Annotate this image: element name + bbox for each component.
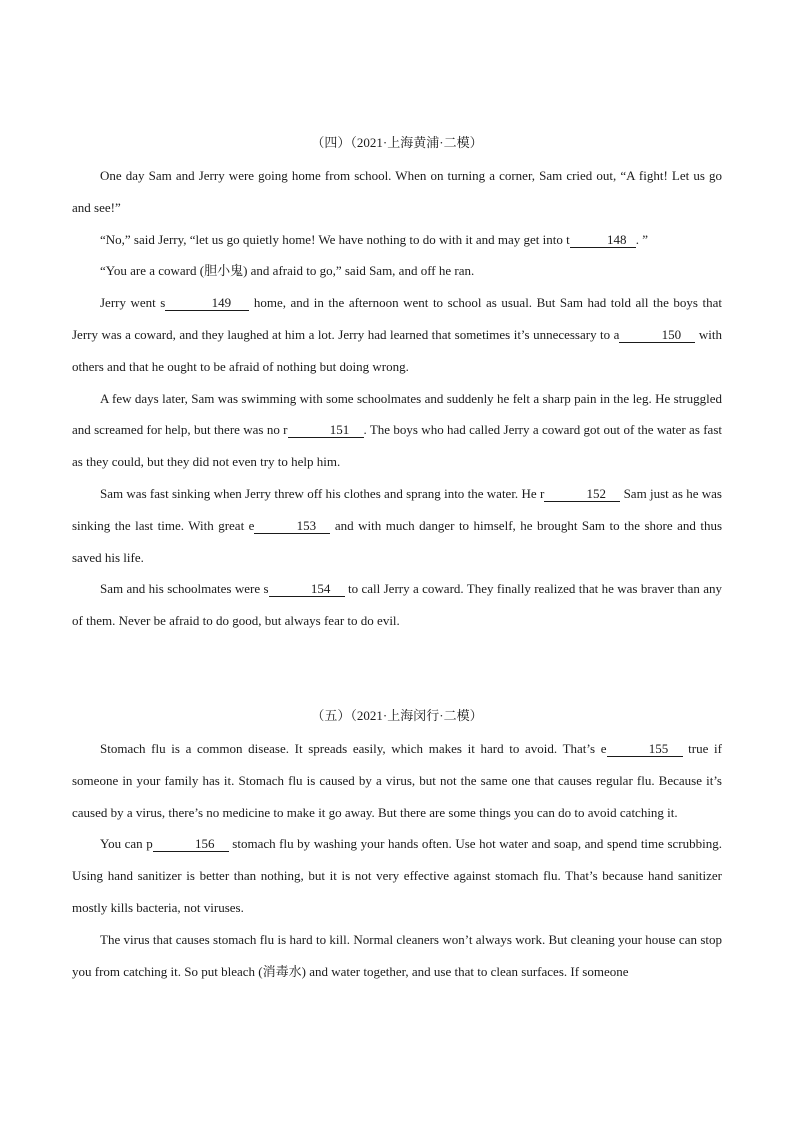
answer-blank-154[interactable]: 154: [269, 581, 345, 597]
paragraph: “No,” said Jerry, “let us go quietly home! We have nothing to do with it and may get into t 148 . ”: [100, 231, 649, 247]
answer-blank-152[interactable]: 152: [544, 486, 620, 502]
answer-blank-156[interactable]: 156: [153, 836, 229, 852]
section-passage-5: [72, 705, 722, 987]
paragraph: A few days later, Sam was swimming with some schoolmates and suddenly he felt a sharp pain in the leg. He struggled and screamed for help, but there was no r 151 . The boys who had called Jerry a coward got out of the water as fast as they could, but they did not even try to help him.: [72, 390, 722, 470]
section-passage-4: [72, 132, 722, 637]
answer-blank-155[interactable]: 155: [607, 741, 683, 757]
section-heading: （五）（2021·上海闵行·二模）: [311, 708, 483, 723]
paragraph: Sam was fast sinking when Jerry threw off his clothes and sprang into the water. He r 152 Sam just as he was sinking the last time. With great e 153 and with much danger to himself, he brought Sam to the shore and thus saved his life.: [72, 485, 722, 565]
answer-blank-149[interactable]: 149: [165, 295, 249, 311]
answer-blank-153[interactable]: 153: [254, 518, 330, 534]
section-heading: （四）（2021·上海黄浦·二模）: [311, 135, 483, 150]
paragraph: “You are a coward (胆小鬼) and afraid to go,” said Sam, and off he ran.: [100, 263, 475, 279]
paragraph: Jerry went s 149 home, and in the afternoon went to school as usual. But Sam had told all the boys that Jerry was a coward, and they laughed at him a lot. Jerry had learned that sometimes it’s unnecessary to a 150 with others and that he ought to be afraid of nothing but doing wrong.: [72, 295, 723, 374]
answer-blank-148[interactable]: 148: [570, 232, 636, 248]
answer-blank-151[interactable]: 151: [288, 422, 364, 438]
paragraph: Stomach flu is a common disease. It spreads easily, which makes it hard to avoid. That’s e 155 true if someone in your family has it. Stomach flu is caused by a virus, but not the same one that causes regular flu. Because it’s caused by a virus, there’s no medicine to make it go away. But there are some things you can do to avoid catching it.: [72, 741, 722, 820]
paragraph: One day Sam and Jerry were going home from school. When on turning a corner, Sam cried out, “A fight! Let us go and see!”: [72, 168, 722, 215]
paragraph: Sam and his schoolmates were s 154 to call Jerry a coward. They finally realized that he was braver than any of them. Never be afraid to do good, but always fear to do evil.: [72, 581, 723, 629]
paragraph: The virus that causes stomach flu is hard to kill. Normal cleaners won’t always work. But cleaning your house can stop you from catching it. So put bleach (消毒水) and water together, and use that to clean surfaces. If someone: [72, 931, 722, 979]
paragraph: You can p 156 stomach flu by washing your hands often. Use hot water and soap, and spend time scrubbing. Using hand sanitizer is better than nothing, but it is not very effective against stomach flu. That’s because hand sanitizer mostly kills bacteria, not viruses.: [72, 836, 722, 915]
answer-blank-150[interactable]: 150: [619, 327, 695, 343]
